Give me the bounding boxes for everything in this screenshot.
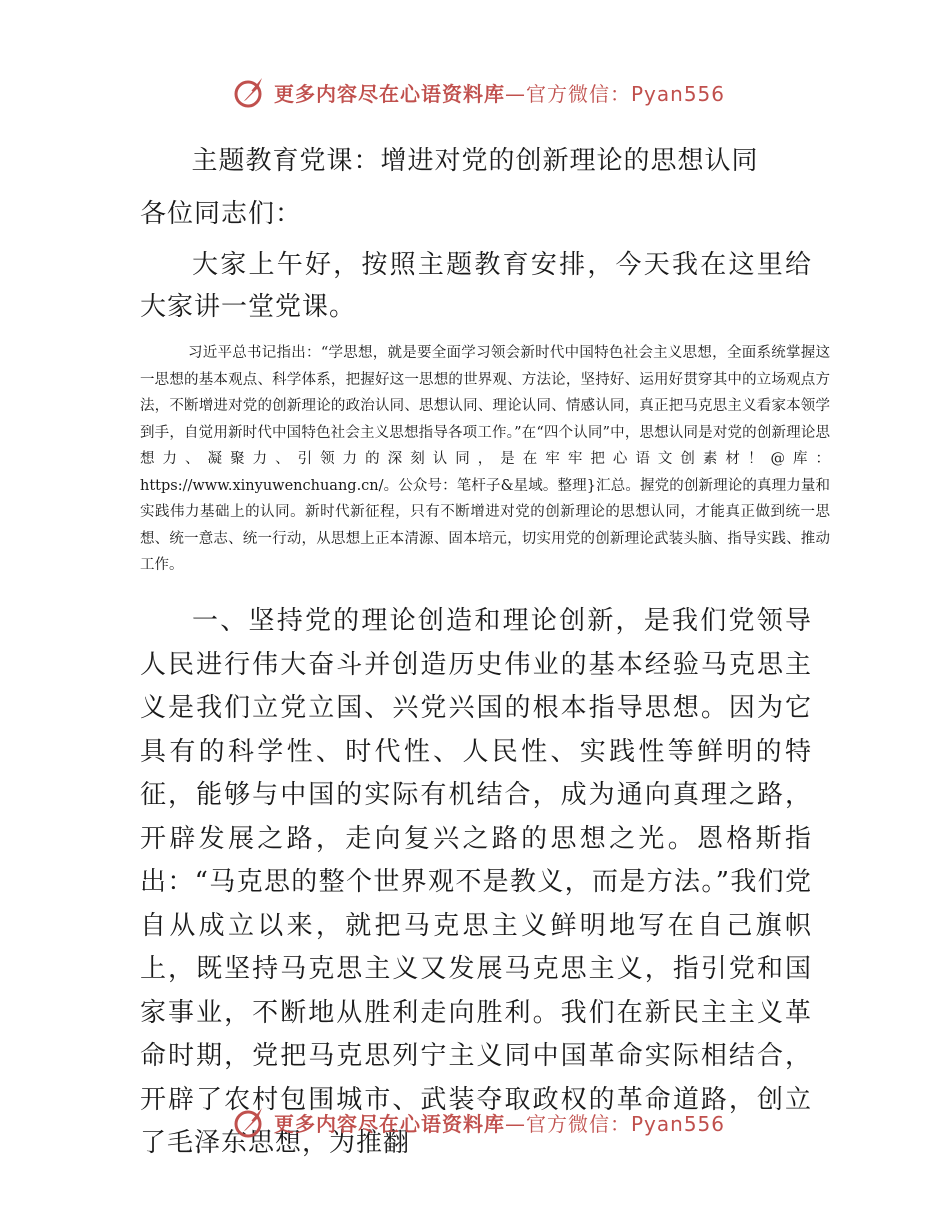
banner-slogan: 更多内容尽在心语资料库 [274,81,505,106]
banner-contact: —官方微信：Pyan556 [505,1111,726,1136]
banner-contact: —官方微信：Pyan556 [505,81,726,106]
greeting: 各位同志们： [140,199,303,229]
footer-watermark-banner [232,1102,725,1142]
quote-paragraph: 习近平总书记指出：“学思想，就是要全面学习领会新时代中国特色社会主义思想，全面系统掌握这一思想的基本观点、科学体系，把握好这一思想的世界观、方法论，坚持好、运用好贯穿其中的立场观点方法，不断增进对党的创新理论的政治认同、思想认同、理论认同、情感认同，真正把马克思主义看家本领学到手，自觉用新时代中国特色社会主义思想指导各项工作。”在“四个认同”中，思想认同是对党的创新理论思想力、凝聚力、引领力的深刻认同，是在牢牢把心语文创素材！@库：https://www.xinyuwenchuang.cn/。公众号：笔杆子&星域。整理}汇总。握党的创新理论的真理力量和实践伟力基础上的认同。新时代新征程，只有不断增进对党的创新理论的思想认同，才能真正做到统一思想、统一意志、统一行动，从思想上正本清源、固本培元，切实用党的创新理论武装头脑、指导实践、推动工作。 [140,345,830,573]
banner-slogan: 更多内容尽在心语资料库 [274,1111,505,1136]
document-title: 主题教育党课：增进对党的创新理论的思想认同 [191,146,759,176]
quill-logo-icon [232,74,268,110]
header-watermark-banner [232,72,725,112]
lead-paragraph: 大家上午好，按照主题教育安排，今天我在这里给大家讲一堂党课。 [140,250,812,322]
quill-logo-icon [232,1104,268,1140]
section-one-paragraph: 一、坚持党的理论创造和理论创新，是我们党领导人民进行伟大奋斗并创造历史伟业的基本经验马克思主义是我们立党立国、兴党兴国的根本指导思想。因为它具有的科学性、时代性、人民性、实践性等鲜明的特征，能够与中国的实际有机结合，成为通向真理之路，开辟发展之路，走向复兴之路的思想之光。恩格斯指出：“马克思的整个世界观不是教义，而是方法。”我们党自从成立以来，就把马克思主义鲜明地写在自己旗帜上，既坚持马克思主义又发展马克思主义，指引党和国家事业，不断地从胜利走向胜利。我们在新民主主义革命时期，党把马克思列宁主义同中国革命实际相结合，开辟了农村包围城市、武装夺取政权的革命道路，创立了毛泽东思想，为推翻 [140,606,812,1158]
